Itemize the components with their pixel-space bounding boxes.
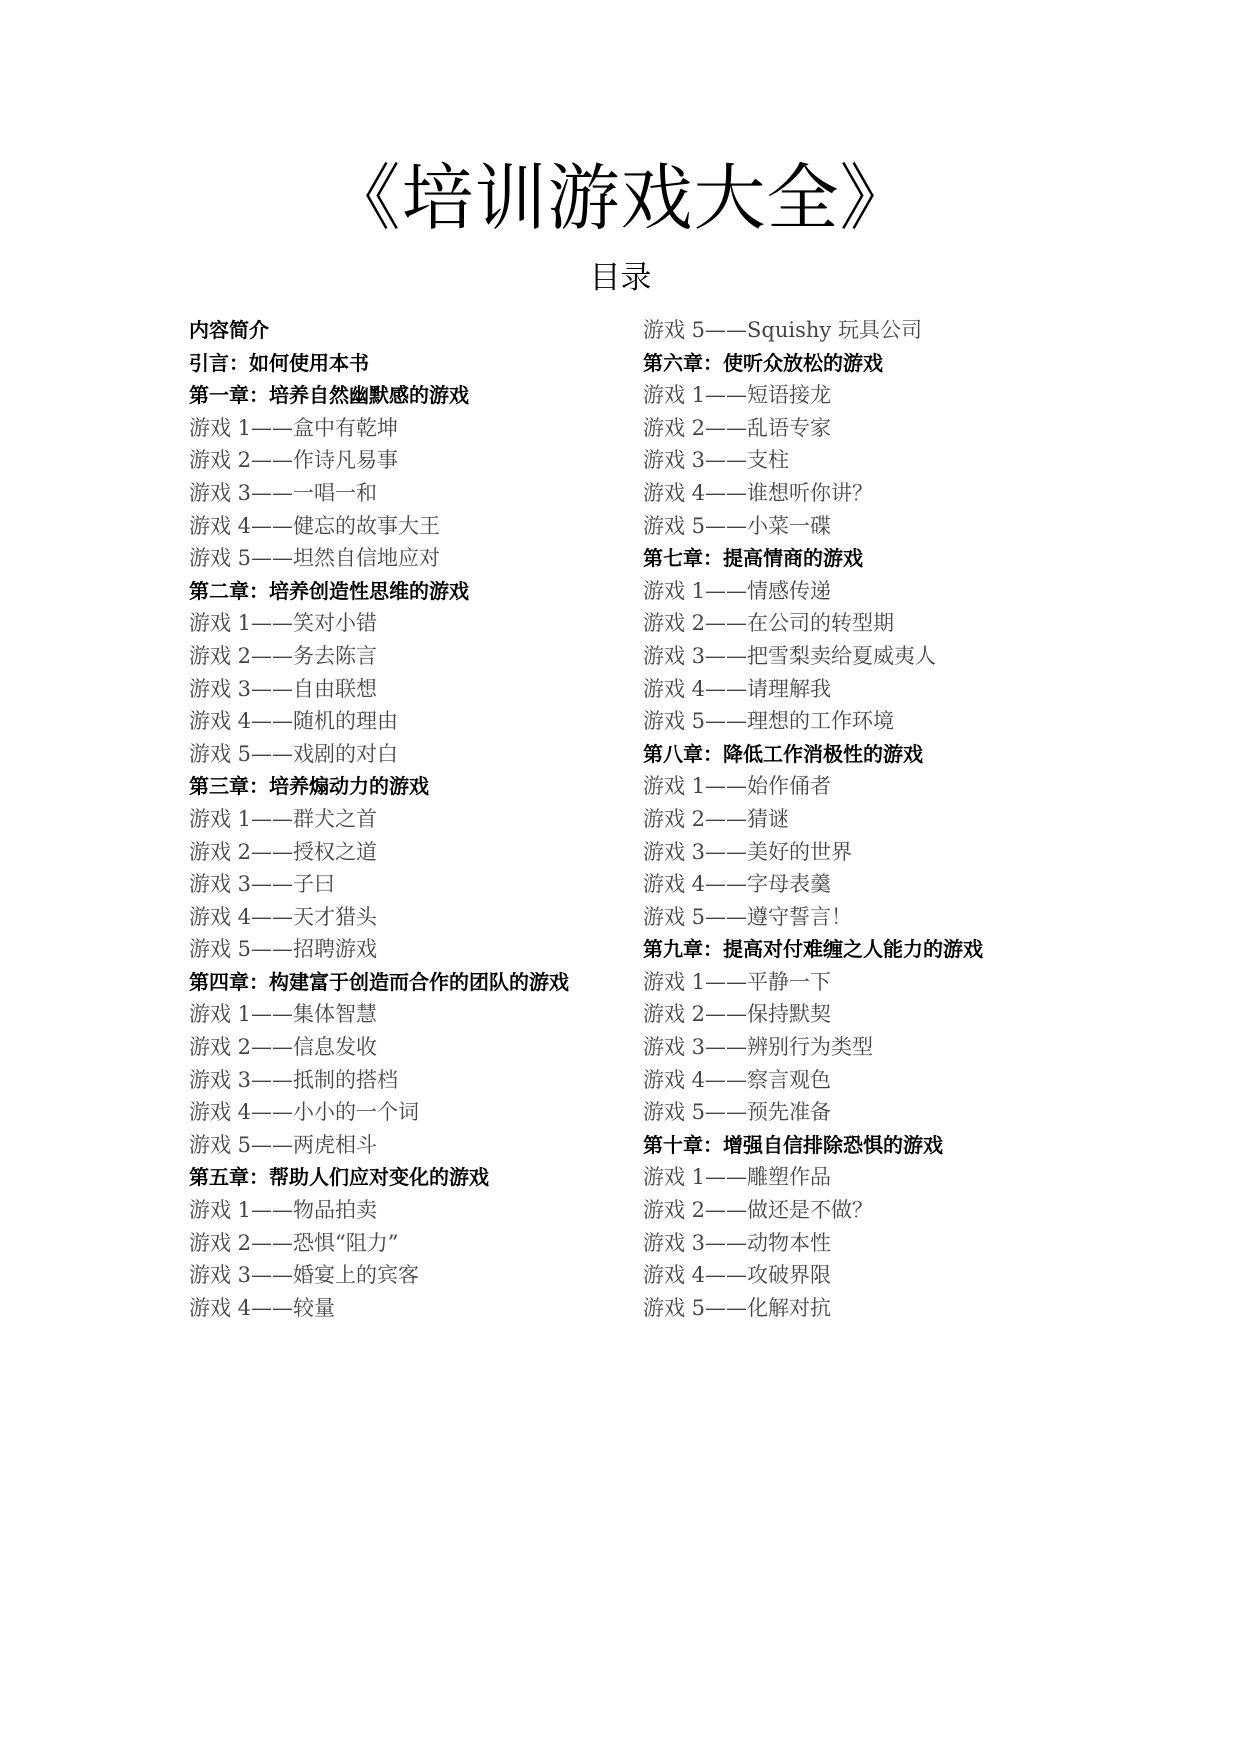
toc-game-entry: 游戏 2——信息发收 [189, 1035, 378, 1060]
toc-game-entry: 游戏 5——遵守誓言！ [643, 904, 853, 929]
toc-game-entry: 游戏 4——天才猎头 [189, 904, 378, 929]
toc-game-entry: 游戏 3——美好的世界 [643, 839, 853, 864]
toc-chapter-heading: 引言：如何使用本书 [189, 350, 369, 375]
toc-game-entry: 游戏 4——请理解我 [643, 676, 832, 701]
toc-game-entry: 游戏 3——辨别行为类型 [643, 1035, 874, 1060]
toc-game-entry: 游戏 4——较量 [189, 1295, 336, 1320]
toc-game-entry: 游戏 4——随机的理由 [189, 709, 399, 734]
toc-game-entry: 游戏 3——自由联想 [189, 676, 378, 701]
toc-chapter-heading: 第七章：提高情商的游戏 [643, 546, 863, 571]
toc-game-entry: 游戏 3——婚宴上的宾客 [189, 1263, 420, 1288]
toc-game-entry: 游戏 1——短语接龙 [643, 383, 832, 408]
toc-game-entry: 游戏 4——健忘的故事大王 [189, 513, 441, 538]
toc-chapter-heading: 第五章：帮助人们应对变化的游戏 [189, 1165, 489, 1190]
toc-game-entry: 游戏 1——笑对小错 [189, 611, 378, 636]
toc-game-entry: 游戏 3——动物本性 [643, 1230, 832, 1255]
toc-game-entry: 游戏 2——务去陈言 [189, 643, 378, 668]
toc-heading: 目录 [589, 260, 652, 296]
toc-game-entry: 游戏 5——预先准备 [643, 1100, 832, 1125]
toc-game-entry: 游戏 2——做还是不做？ [643, 1198, 874, 1223]
toc-game-entry: 游戏 1——始作俑者 [643, 774, 832, 799]
toc-game-entry: 游戏 4——谁想听你讲？ [643, 480, 874, 505]
toc-game-entry: 游戏 5——两虎相斗 [189, 1132, 378, 1157]
toc-game-entry: 游戏 3——支柱 [643, 448, 790, 473]
toc-game-entry: 游戏 2——在公司的转型期 [643, 611, 895, 636]
toc-game-entry: 游戏 5——化解对抗 [643, 1295, 832, 1320]
toc-chapter-heading: 第六章：使听众放松的游戏 [643, 350, 883, 375]
toc-game-entry: 游戏 1——情感传递 [643, 578, 832, 603]
toc-game-entry: 游戏 3——子曰 [189, 872, 336, 897]
toc-game-entry: 游戏 4——小小的一个词 [189, 1100, 420, 1125]
toc-game-entry: 游戏 3——抵制的搭档 [189, 1067, 399, 1092]
toc-chapter-heading: 第一章：培养自然幽默感的游戏 [189, 383, 469, 408]
toc-game-entry: 游戏 5——理想的工作环境 [643, 709, 895, 734]
toc-game-entry: 游戏 5——坦然自信地应对 [189, 546, 441, 571]
toc-game-entry: 游戏 2——授权之道 [189, 839, 378, 864]
toc-column-right [643, 314, 1113, 1324]
toc-column-left [189, 314, 629, 1324]
toc-game-entry: 游戏 1——盒中有乾坤 [189, 415, 399, 440]
toc-chapter-heading: 第四章：构建富于创造而合作的团队的游戏 [189, 969, 569, 994]
document-title: 《培训游戏大全》 [328, 156, 913, 240]
toc-game-entry: 游戏 2——恐惧“阻力” [189, 1230, 399, 1255]
toc-chapter-heading: 第三章：培养煽动力的游戏 [189, 774, 429, 799]
toc-game-entry: 游戏 2——乱语专家 [643, 415, 832, 440]
toc-game-entry: 游戏 5——招聘游戏 [189, 937, 378, 962]
toc-chapter-heading: 第八章：降低工作消极性的游戏 [643, 741, 923, 766]
toc-game-entry: 游戏 2——猜谜 [643, 806, 790, 831]
toc-game-entry: 游戏 5——小菜一碟 [643, 513, 832, 538]
toc-chapter-heading: 内容简介 [189, 318, 269, 342]
toc-game-entry: 游戏 4——察言观色 [643, 1067, 832, 1092]
toc-game-entry: 游戏 4——字母表羹 [643, 872, 832, 897]
toc-chapter-heading: 第二章：培养创造性思维的游戏 [189, 578, 469, 603]
toc-chapter-heading: 第九章：提高对付难缠之人能力的游戏 [643, 937, 983, 962]
toc-game-entry: 游戏 5——戏剧的对白 [189, 741, 399, 766]
toc-chapter-heading: 第十章：增强自信排除恐惧的游戏 [643, 1132, 943, 1157]
toc-game-entry: 游戏 1——物品拍卖 [189, 1198, 378, 1223]
toc-game-entry: 游戏 4——攻破界限 [643, 1263, 832, 1288]
toc-game-entry: 游戏 1——集体智慧 [189, 1002, 378, 1027]
toc-game-entry: 游戏 2——保持默契 [643, 1002, 832, 1027]
toc-game-entry: 游戏 1——平静一下 [643, 969, 832, 994]
toc-game-entry: 游戏 5——Squishy 玩具公司 [643, 318, 922, 342]
toc-game-entry: 游戏 1——雕塑作品 [643, 1165, 832, 1190]
toc-game-entry: 游戏 1——群犬之首 [189, 806, 378, 831]
toc-game-entry: 游戏 3——把雪梨卖给夏威夷人 [643, 643, 937, 668]
toc-game-entry: 游戏 3——一唱一和 [189, 480, 378, 505]
toc-game-entry: 游戏 2——作诗凡易事 [189, 448, 399, 473]
